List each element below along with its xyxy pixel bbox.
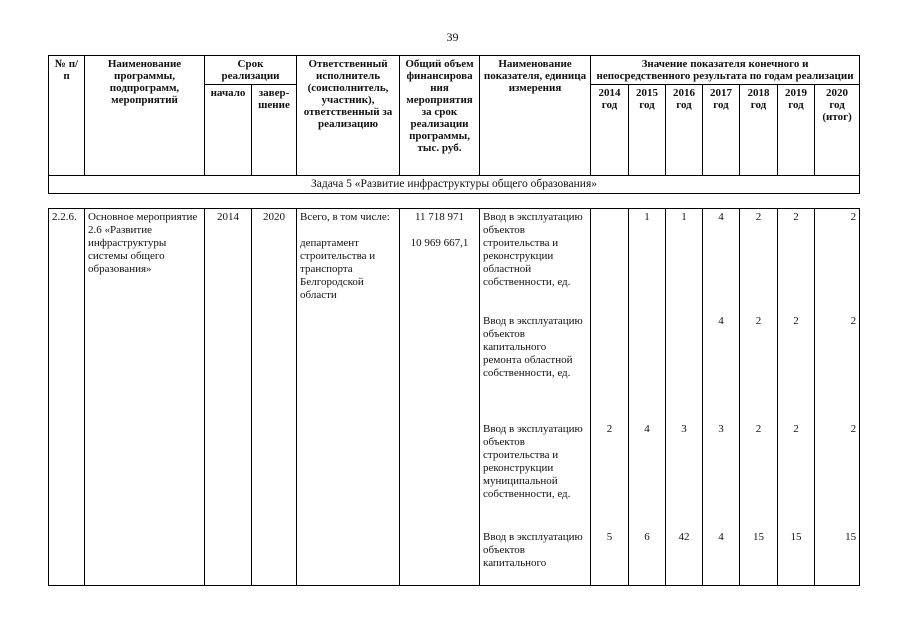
indicator-value: 2	[778, 209, 815, 314]
header-term: Срок реализации	[205, 56, 297, 85]
indicator-value: 1	[629, 209, 666, 314]
indicator-value: 5	[591, 529, 629, 586]
header-start: начало	[205, 85, 252, 176]
page-number: 39	[446, 30, 459, 44]
volume-dept: 10 969 667,1	[410, 237, 469, 249]
indicator-value: 2	[815, 421, 860, 529]
measure-num: 2.2.6.	[49, 209, 85, 586]
indicator-value	[666, 313, 703, 421]
indicator-value	[629, 313, 666, 421]
measure-start: 2014	[205, 209, 252, 586]
header-row-1	[49, 56, 860, 85]
indicator-value: 2	[778, 421, 815, 529]
program-table	[48, 55, 860, 586]
task-title: Задача 5 «Развитие инфраструктуры общего образования»	[49, 176, 860, 194]
header-year: 2018 год	[740, 85, 778, 176]
header-values-title: Значение показателя конечного и непосредственного результата по годам реализации	[591, 56, 860, 85]
indicator-value: 15	[778, 529, 815, 586]
indicator-value: 2	[815, 209, 860, 314]
header-executor: Ответственный исполнитель (соисполнитель, участник), ответственный за реализацию	[297, 56, 400, 176]
indicator-value: 15	[815, 529, 860, 586]
measure-volume	[400, 209, 480, 586]
indicator-value: 3	[703, 421, 740, 529]
indicator-name: Ввод в эксплуатацию объектов строительства и реконструкции областной собственности, ед.	[480, 209, 591, 314]
indicator-value	[591, 209, 629, 314]
measure-end: 2020	[252, 209, 297, 586]
indicator-value: 3	[666, 421, 703, 529]
measure-row	[49, 209, 860, 314]
measure-executor	[297, 209, 400, 586]
indicator-value: 2	[740, 209, 778, 314]
indicator-name: Ввод в эксплуатацию объектов строительства и реконструкции муниципальной собственности, ед.	[480, 421, 591, 529]
header-year: 2020 год (итог)	[815, 85, 860, 176]
indicator-name: Ввод в эксплуатацию объектов капитального ремонта областной собственности, ед.	[480, 313, 591, 421]
indicator-value: 4	[629, 421, 666, 529]
header-year: 2014 год	[591, 85, 629, 176]
header-volume: Общий объем финансирова ния мероприятия за срок реализации программы, тыс. руб.	[400, 56, 480, 176]
indicator-value: 4	[703, 313, 740, 421]
header-num: № п/п	[49, 56, 85, 176]
measure-name: Основное мероприятие 2.6 «Развитие инфраструктуры системы общего образования»	[85, 209, 205, 586]
indicator-value: 15	[740, 529, 778, 586]
indicator-value: 42	[666, 529, 703, 586]
indicator-value	[591, 313, 629, 421]
task-row	[49, 176, 860, 194]
executor-dept: департамент строительства и транспорта Белгородской области	[300, 237, 376, 301]
spacer-row	[49, 194, 860, 209]
header-name: Наименование программы, подпрограмм, мероприятий	[85, 56, 205, 176]
indicator-value: 2	[591, 421, 629, 529]
header-indicator: Наименование показателя, единица измерения	[480, 56, 591, 176]
indicator-value: 6	[629, 529, 666, 586]
indicator-value: 2	[740, 313, 778, 421]
header-year: 2015 год	[629, 85, 666, 176]
executor-total: Всего, в том числе:	[300, 211, 390, 223]
indicator-value: 4	[703, 209, 740, 314]
header-year: 2016 год	[666, 85, 703, 176]
header-end: завер-шение	[252, 85, 297, 176]
indicator-value: 4	[703, 529, 740, 586]
indicator-value: 2	[815, 313, 860, 421]
indicator-value: 2	[778, 313, 815, 421]
indicator-name: Ввод в эксплуатацию объектов капитального	[480, 529, 591, 586]
header-year: 2019 год	[778, 85, 815, 176]
indicator-value: 2	[740, 421, 778, 529]
header-year: 2017 год	[703, 85, 740, 176]
volume-total: 11 718 971	[414, 211, 465, 223]
indicator-value: 1	[666, 209, 703, 314]
